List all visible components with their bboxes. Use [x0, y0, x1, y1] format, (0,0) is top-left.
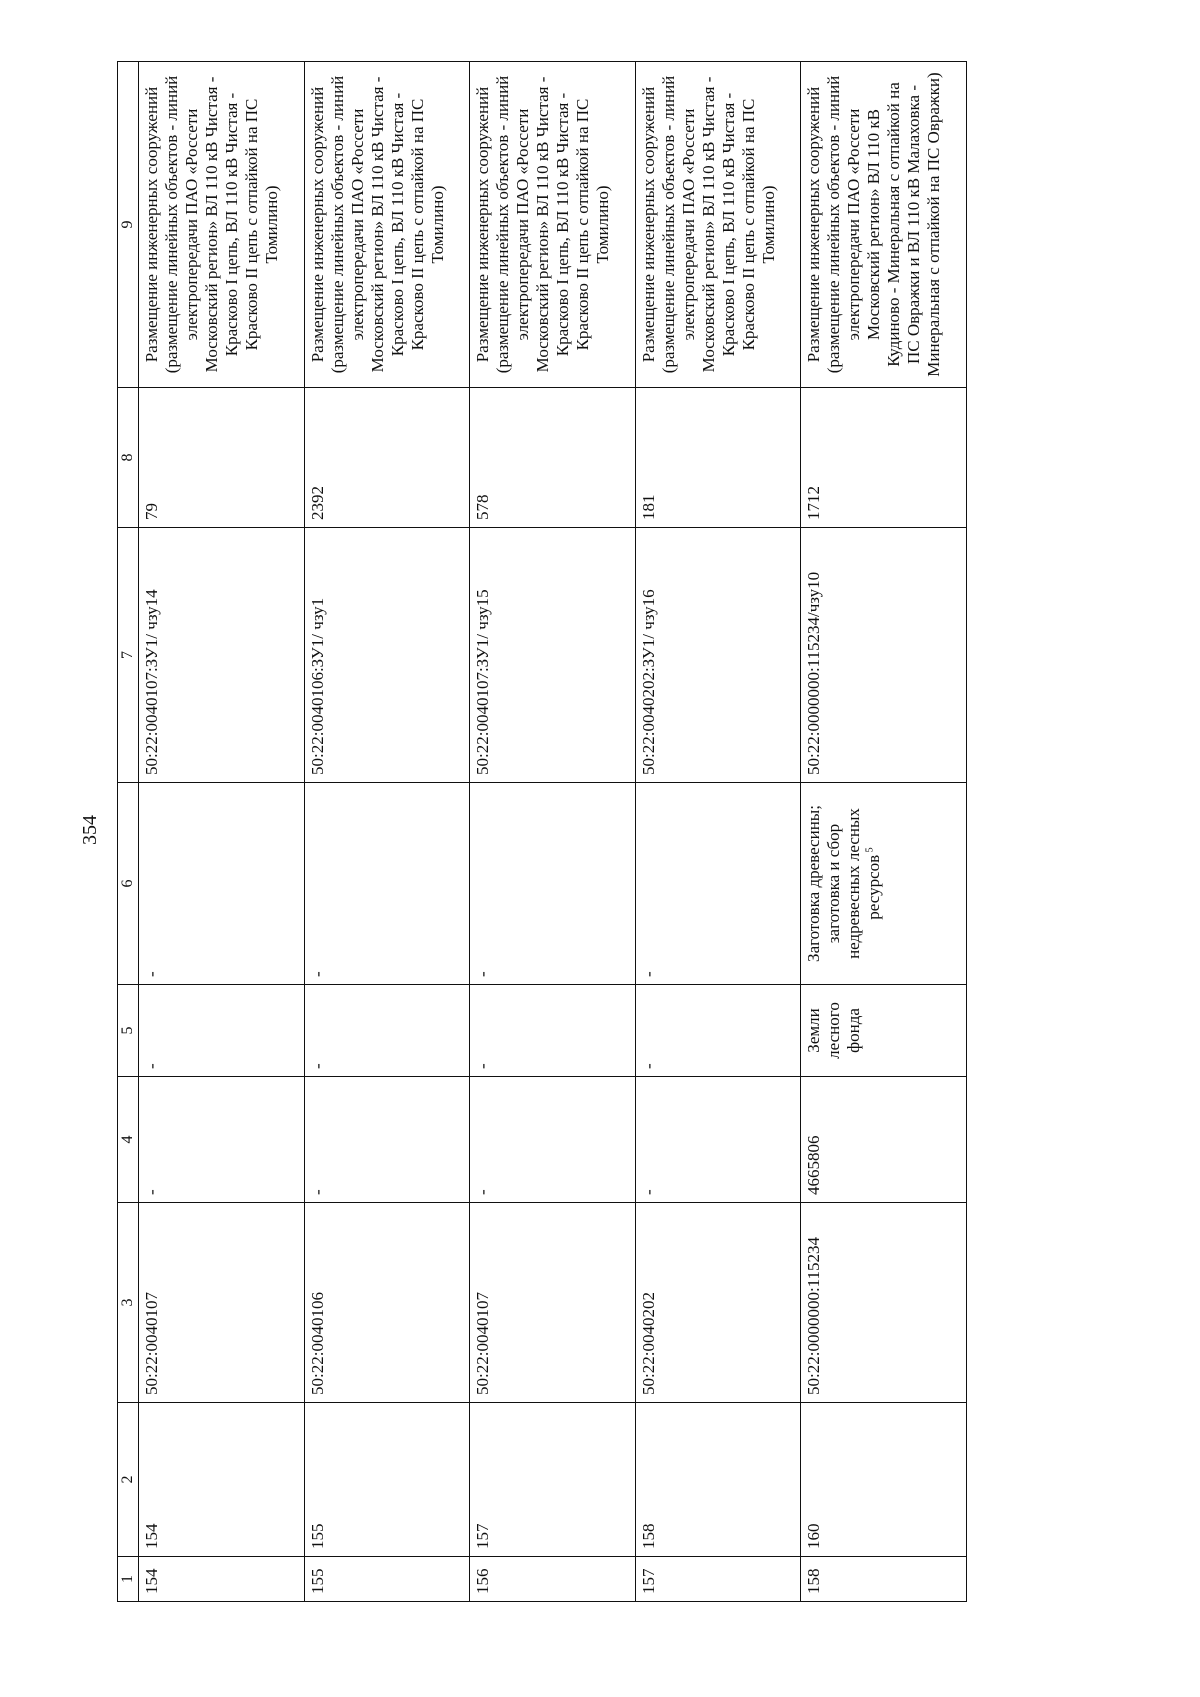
- purpose-line: Томилино): [427, 185, 447, 264]
- plot-part-number-cell: 50:22:0040107:ЗУ1/ чзу14: [139, 528, 305, 783]
- rotated-table-wrapper: [117, 62, 967, 1602]
- purpose-line: Томилино): [262, 185, 281, 264]
- purpose-line: электропередачи ПАО «Россети: [678, 108, 698, 341]
- column-number-8: 8: [118, 388, 139, 528]
- land-category-cell: Земли лесного фонда: [801, 985, 967, 1077]
- purpose-cell: [635, 62, 801, 388]
- page-number: 354: [79, 815, 101, 845]
- land-category-cell: -: [304, 985, 470, 1077]
- permitted-use-cell: [139, 783, 305, 985]
- purpose-line: Московский регион» ВЛ 110 кВ Чистая -: [367, 76, 387, 373]
- purpose-line: Московский регион» ВЛ 110 кВ Чистая -: [202, 76, 221, 373]
- row-index-cell: 154: [139, 1557, 305, 1602]
- table-body: [139, 62, 967, 1602]
- land-category-cell: -: [470, 985, 636, 1077]
- column-number-2: 2: [118, 1403, 139, 1557]
- purpose-line: Томилино): [758, 185, 778, 264]
- permitted-use-text: -: [638, 971, 658, 977]
- cadastral-quarter-cell: 50:22:0040107: [139, 1203, 305, 1403]
- purpose-line: Московский регион» ВЛ 110 кВ Чистая -: [533, 76, 553, 373]
- purpose-cell: [304, 62, 470, 388]
- plot-part-number-cell: 50:22:0040107:ЗУ1/ чзу15: [470, 528, 636, 783]
- purpose-line: электропередачи ПАО «Россети: [844, 108, 864, 341]
- permitted-use-cell: [635, 783, 801, 985]
- row-index-cell: 157: [635, 1557, 801, 1602]
- table-row: [470, 62, 636, 1602]
- purpose-line: Красково II цепь с отпайкой на ПС: [573, 98, 593, 351]
- cadastral-quarter-cell: 50:22:0040106: [304, 1203, 470, 1403]
- purpose-line: (размещение линейных объектов - линий: [824, 75, 844, 374]
- purpose-line: Московский регион» ВЛ 110 кВ Чистая -: [698, 76, 718, 373]
- plot-part-area-cell: 1712: [801, 388, 967, 528]
- purpose-line: (размещение линейных объектов - линий: [327, 75, 347, 374]
- permitted-use-text: -: [142, 971, 161, 977]
- total-area-cell: 4665806: [801, 1077, 967, 1203]
- column-number-6: 6: [118, 783, 139, 985]
- plot-part-number-cell: 50:22:0040106:ЗУ1/ чзу1: [304, 528, 470, 783]
- purpose-line: Размещение инженерных сооружений: [307, 86, 327, 363]
- plot-part-area-cell: 2392: [304, 388, 470, 528]
- purpose-line: электропередачи ПАО «Россети: [347, 108, 367, 341]
- purpose-line: электропередачи ПАО «Россети: [513, 108, 533, 341]
- total-area-cell: -: [635, 1077, 801, 1203]
- purpose-line: (размещение линейных объектов - линий: [658, 75, 678, 374]
- column-number-4: 4: [118, 1077, 139, 1203]
- land-plots-table: [117, 61, 967, 1602]
- purpose-line: Красково I цепь, ВЛ 110 кВ Чистая -: [553, 92, 573, 357]
- plot-part-number-cell: 50:22:0000000:115234/чзу10: [801, 528, 967, 783]
- cadastral-quarter-cell: 50:22:0040107: [470, 1203, 636, 1403]
- column-number-3: 3: [118, 1203, 139, 1403]
- purpose-line: Минеральная с отпайкой на ПС Овражки): [924, 72, 944, 377]
- purpose-cell: [139, 62, 305, 388]
- plot-part-number-cell: 50:22:0040202:ЗУ1/ чзу16: [635, 528, 801, 783]
- footnote-marker: 5: [864, 847, 876, 855]
- total-area-cell: -: [470, 1077, 636, 1203]
- table-row: [801, 62, 967, 1602]
- cadastral-quarter-cell: 50:22:0000000:115234: [801, 1203, 967, 1403]
- row-number-cell: 158: [635, 1403, 801, 1557]
- purpose-line: Кудиново - Минеральная с отпайкой на: [884, 82, 904, 367]
- permitted-use-cell: [470, 783, 636, 985]
- permitted-use-cell: [304, 783, 470, 985]
- purpose-cell: [470, 62, 636, 388]
- total-area-cell: -: [139, 1077, 305, 1203]
- row-index-cell: 155: [304, 1557, 470, 1602]
- row-number-cell: 160: [801, 1403, 967, 1557]
- land-category-cell: -: [139, 985, 305, 1077]
- column-number-7: 7: [118, 528, 139, 783]
- purpose-line: Размещение инженерных сооружений: [638, 86, 658, 363]
- plot-part-area-cell: 79: [139, 388, 305, 528]
- purpose-line: Красково II цепь с отпайкой на ПС: [407, 98, 427, 351]
- purpose-line: Размещение инженерных сооружений: [142, 86, 161, 363]
- plot-part-area-cell: 181: [635, 388, 801, 528]
- table-row: [139, 62, 305, 1602]
- column-number-1: 1: [118, 1557, 139, 1602]
- table-row: [304, 62, 470, 1602]
- purpose-line: Красково II цепь с отпайкой на ПС: [242, 98, 261, 351]
- column-number-row: [118, 62, 139, 1602]
- column-number-5: 5: [118, 985, 139, 1077]
- purpose-line: электропередачи ПАО «Россети: [182, 108, 201, 341]
- row-number-cell: 155: [304, 1403, 470, 1557]
- purpose-line: Размещение инженерных сооружений: [804, 86, 824, 363]
- table-row: [635, 62, 801, 1602]
- row-number-cell: 157: [470, 1403, 636, 1557]
- total-area-cell: -: [304, 1077, 470, 1203]
- permitted-use-text: -: [473, 971, 493, 977]
- purpose-line: Московский регион» ВЛ 110 кВ: [864, 109, 884, 340]
- row-index-cell: 156: [470, 1557, 636, 1602]
- land-category-cell: -: [635, 985, 801, 1077]
- permitted-use-text: Заготовка древесины; заготовка и сбор недревесных лесных ресурсов: [804, 805, 884, 962]
- permitted-use-text: -: [307, 971, 327, 977]
- purpose-cell: [801, 62, 967, 388]
- cadastral-quarter-cell: 50:22:0040202: [635, 1203, 801, 1403]
- column-number-9: 9: [118, 62, 139, 388]
- permitted-use-cell: [801, 783, 967, 985]
- purpose-line: (размещение линейных объектов - линий: [493, 75, 513, 374]
- purpose-line: ПС Овражки и ВЛ 110 кВ Малаховка -: [904, 84, 924, 365]
- purpose-line: Красково I цепь, ВЛ 110 кВ Чистая -: [387, 92, 407, 357]
- row-index-cell: 158: [801, 1557, 967, 1602]
- purpose-line: Размещение инженерных сооружений: [473, 86, 493, 363]
- plot-part-area-cell: 578: [470, 388, 636, 528]
- purpose-line: (размещение линейных объектов - линий: [162, 75, 181, 374]
- purpose-line: Томилино): [593, 185, 613, 264]
- purpose-line: Красково I цепь, ВЛ 110 кВ Чистая -: [222, 92, 241, 357]
- row-number-cell: 154: [139, 1403, 305, 1557]
- purpose-line: Красково I цепь, ВЛ 110 кВ Чистая -: [718, 92, 738, 357]
- purpose-line: Красково II цепь с отпайкой на ПС: [738, 98, 758, 351]
